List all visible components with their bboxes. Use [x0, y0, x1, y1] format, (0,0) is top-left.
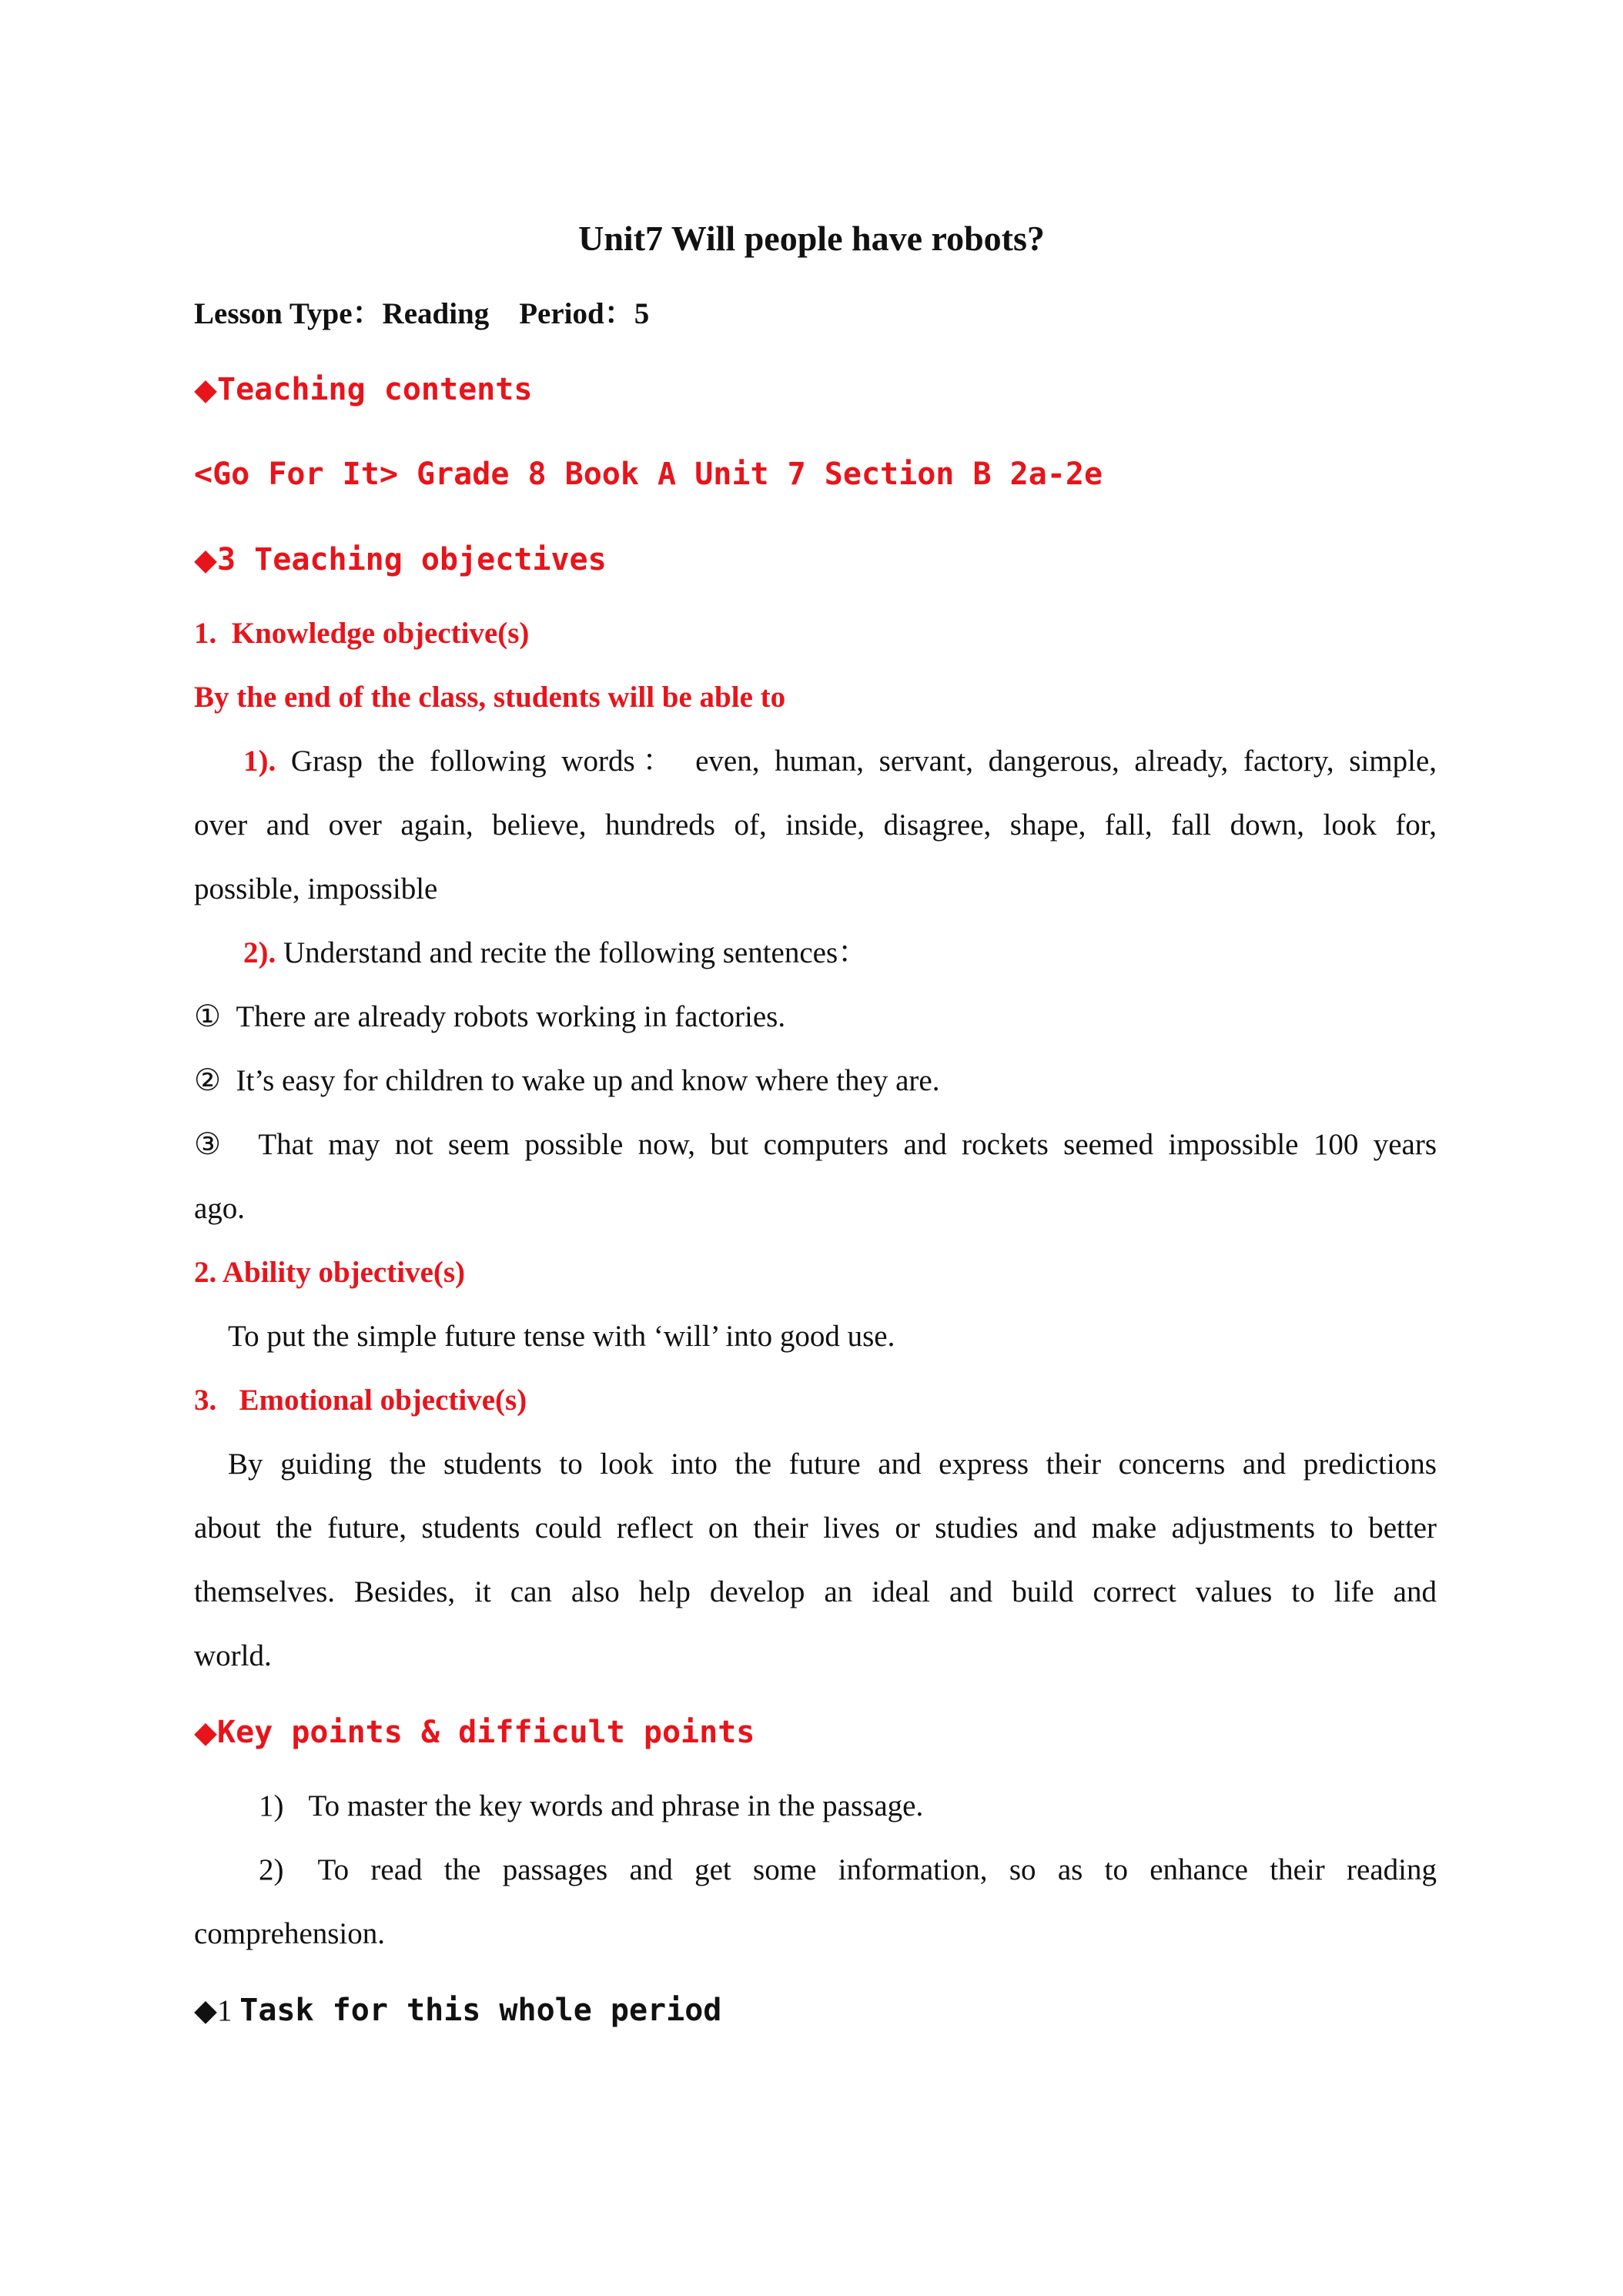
key-points-heading: ◆Key points & difficult points	[194, 1715, 755, 1750]
key-point-2-continued: comprehension.	[194, 1917, 386, 1950]
sentence-1: ① There are already robots working in factories.	[194, 999, 786, 1034]
sentence-3-continued: ago.	[194, 1192, 246, 1225]
sentence-2: ② It’s easy for children to wake up and know where they are.	[194, 1063, 940, 1098]
task-heading: ◆1 Task for this whole period	[194, 1993, 722, 2028]
ability-objective-text: To put the simple future tense with ‘will’ into good use.	[228, 1320, 895, 1353]
emotional-line-3: themselves. Besides, it can also help develop an ideal and build correct values to life and	[194, 1575, 1437, 1608]
words-line-2: over and over again, believe, hundreds of, inside, disagree, shape, fall, fall down, look for,	[194, 808, 1437, 842]
teaching-objectives-heading: ◆3 Teaching objectives	[194, 542, 607, 577]
page-title: Unit7 Will people have robots?	[578, 219, 1045, 258]
knowledge-objective-heading: 1. Knowledge objective(s)	[194, 617, 530, 650]
key-point-1: 1) To master the key words and phrase in the passage.	[259, 1789, 924, 1822]
emotional-line-4: world.	[194, 1639, 272, 1672]
words-line-3: possible, impossible	[194, 872, 438, 905]
teaching-contents-heading: ◆Teaching contents	[194, 372, 533, 407]
sentences-intro: 2). Understand and recite the following sentences：	[243, 936, 868, 969]
diamond-bullet-icon: ◆	[194, 543, 217, 577]
emotional-line-1: By guiding the students to look into the future and express their concerns and predictions	[228, 1448, 1437, 1481]
knowledge-intro: By the end of the class, students will be able to	[194, 681, 786, 714]
emotional-line-2: about the future, students could reflect on their lives or studies and make adjustments to better	[194, 1511, 1437, 1545]
diamond-bullet-icon: ◆	[194, 1715, 217, 1750]
words-line-1: 1). Grasp the following words： even, human, servant, dangerous, already, factory, simple,	[243, 745, 1437, 778]
sentence-3: ③ That may not seem possible now, but computers and rockets seemed impossible 100 years	[194, 1127, 1437, 1162]
diamond-bullet-icon: ◆	[194, 373, 217, 407]
key-point-2: 2) To read the passages and get some information, so as to enhance their reading	[259, 1853, 1437, 1886]
lesson-info: Lesson Type：Reading Period：5	[194, 297, 650, 330]
teaching-contents-detail: <Go For It> Grade 8 Book A Unit 7 Section B 2a-2e	[194, 457, 1103, 492]
emotional-objective-heading: 3. Emotional objective(s)	[194, 1384, 527, 1417]
ability-objective-heading: 2. Ability objective(s)	[194, 1256, 466, 1289]
diamond-bullet-icon: ◆	[194, 1993, 217, 2028]
